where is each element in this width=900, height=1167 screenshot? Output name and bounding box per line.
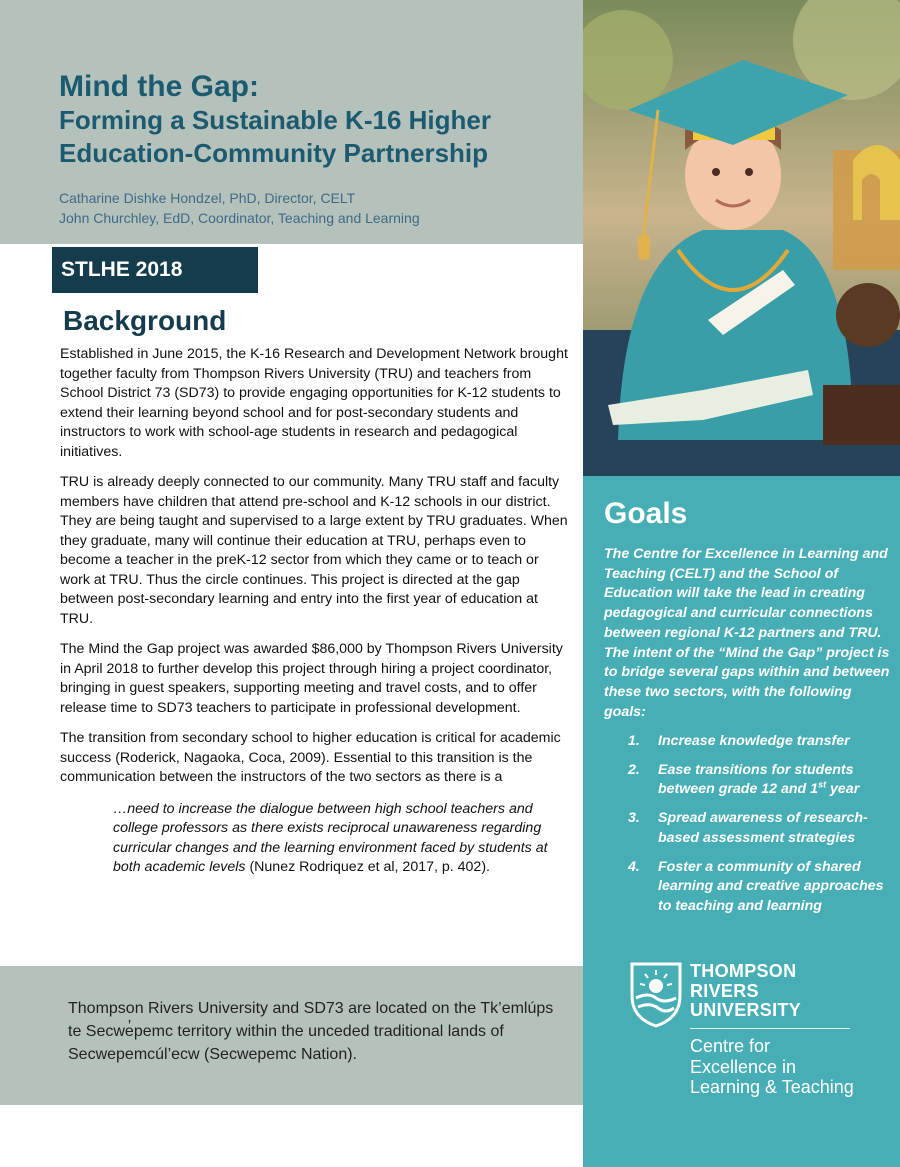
graduate-child-photo (583, 0, 900, 476)
goal-text: Spread awareness of research-based assessment strategies (658, 810, 868, 846)
photo-globe (836, 283, 900, 347)
quote-citation: (Nunez Rodriquez et al, 2017, p. 402). (245, 859, 490, 875)
celt-unit-name (690, 1036, 854, 1098)
photo-books-stack (823, 385, 900, 445)
logo-name-line: RIVERS (690, 980, 759, 1001)
goal-item-4 (628, 858, 890, 917)
goals-heading: Goals (604, 497, 688, 530)
tru-shield-icon (630, 962, 682, 1028)
photo-eye-right (745, 168, 753, 176)
logo-unit-line: Excellence in (690, 1056, 797, 1077)
quote-text: …need to increase the dialogue between high school teachers and college professors as there exists reciprocal unawareness regarding curricular changes and the learning environment faced by students at both academic levels (113, 800, 548, 875)
goal-text: Increase knowledge transfer (658, 733, 850, 749)
goal-item-1 (628, 732, 890, 752)
background-paragraph-3: The Mind the Gap project was awarded $86,000 by Thompson Rivers University in April 2018 to further develop this project through hiring a project coordinator, bringing in guest speakers, supporting meeting and travel costs, and to offer release time to SD73 teachers to participate in professional development. (60, 641, 563, 716)
goal-number: 3. (628, 810, 640, 827)
goal-text: Ease transitions for students between grade 12 and 1 (658, 761, 854, 798)
goal-text: Foster a community of shared learning and creative approaches to teaching and learning (658, 858, 884, 914)
logo-unit-line: Centre for (690, 1036, 771, 1056)
goal-number: 2. (628, 761, 640, 778)
conference-badge: STLHE 2018 (52, 247, 258, 293)
photo-illustration (583, 0, 900, 476)
author-list (59, 188, 420, 228)
background-paragraph-4: The transition from secondary school to higher education is critical for academic success (Roderick, Nagaoka, Coca, 2009). Essential to this transition is the communication between the instructors of the two sectors as there is a (60, 730, 561, 785)
goal-number: 1. (628, 733, 640, 749)
photo-tassel-end (638, 235, 650, 260)
goal-item-3 (628, 809, 890, 848)
goal-number: 4. (628, 858, 640, 875)
background-section (60, 345, 568, 878)
title-line-2: Forming a Sustainable K-16 Higher (59, 105, 491, 135)
block-quote (113, 800, 568, 878)
title-line-1: Mind the Gap: (59, 70, 259, 103)
poster-title (59, 70, 491, 170)
land-acknowledgement: Thompson Rivers University and SD73 are located on the Tk’emlúps te Secwe̓pemc territory within the unceded traditional lands of Secwepemcúl’ecw (Secwepemc Nation). (68, 1000, 554, 1063)
background-paragraph-1: Established in June 2015, the K-16 Research and Development Network brought together faculty from Thompson Rivers University (TRU) and teachers from School District 73 (SD73) to provide engaging opportunities for K-12 students to extend their learning beyond school and for post-secondary students and instructors to work with school-age students in research and pedagogical initiatives. (60, 346, 568, 460)
tru-wordmark (690, 962, 801, 1021)
logo-divider (690, 1028, 850, 1029)
author-1: Catharine Dishke Hondzel, PhD, Director, CELT (59, 190, 356, 206)
title-line-3: Education-Community Partnership (59, 138, 489, 168)
logo-name-line: UNIVERSITY (690, 1000, 802, 1020)
background-paragraph-2: TRU is already deeply connected to our community. Many TRU staff and faculty members have children that attend pre-school and K-12 schools in our district. They are being taught and supervised to a large extent by TRU graduates. When they graduate, many will continue their education at TRU, perhaps even to become a teacher in the preK-12 sector from which they came or to teach or work at TRU. Thus the circle continues. This project is directed at the gap between post-secondary learning and entry into the first year of education at TRU. (60, 474, 568, 627)
photo-eye-left (712, 168, 720, 176)
logo-unit-line: Learning & Teaching (690, 1077, 854, 1097)
goal-text-end: year (826, 781, 860, 798)
author-2: John Churchley, EdD, Coordinator, Teaching and Learning (59, 210, 420, 226)
background-heading: Background (63, 305, 227, 336)
goal-ordinal-suffix: st (818, 779, 827, 790)
tru-logo (630, 962, 890, 1102)
goals-intro: The Centre for Excellence in Learning and Teaching (CELT) and the School of Education will take the lead in creating pedagogical and curricular connections between regional K-12 partners and TRU. The intent of the “Mind the Gap” project is to bridge several gaps within and between these two sectors, with the following goals: (604, 546, 890, 720)
goals-list (628, 732, 890, 926)
logo-name-line: THOMPSON (690, 961, 797, 981)
goal-item-2 (628, 761, 890, 800)
